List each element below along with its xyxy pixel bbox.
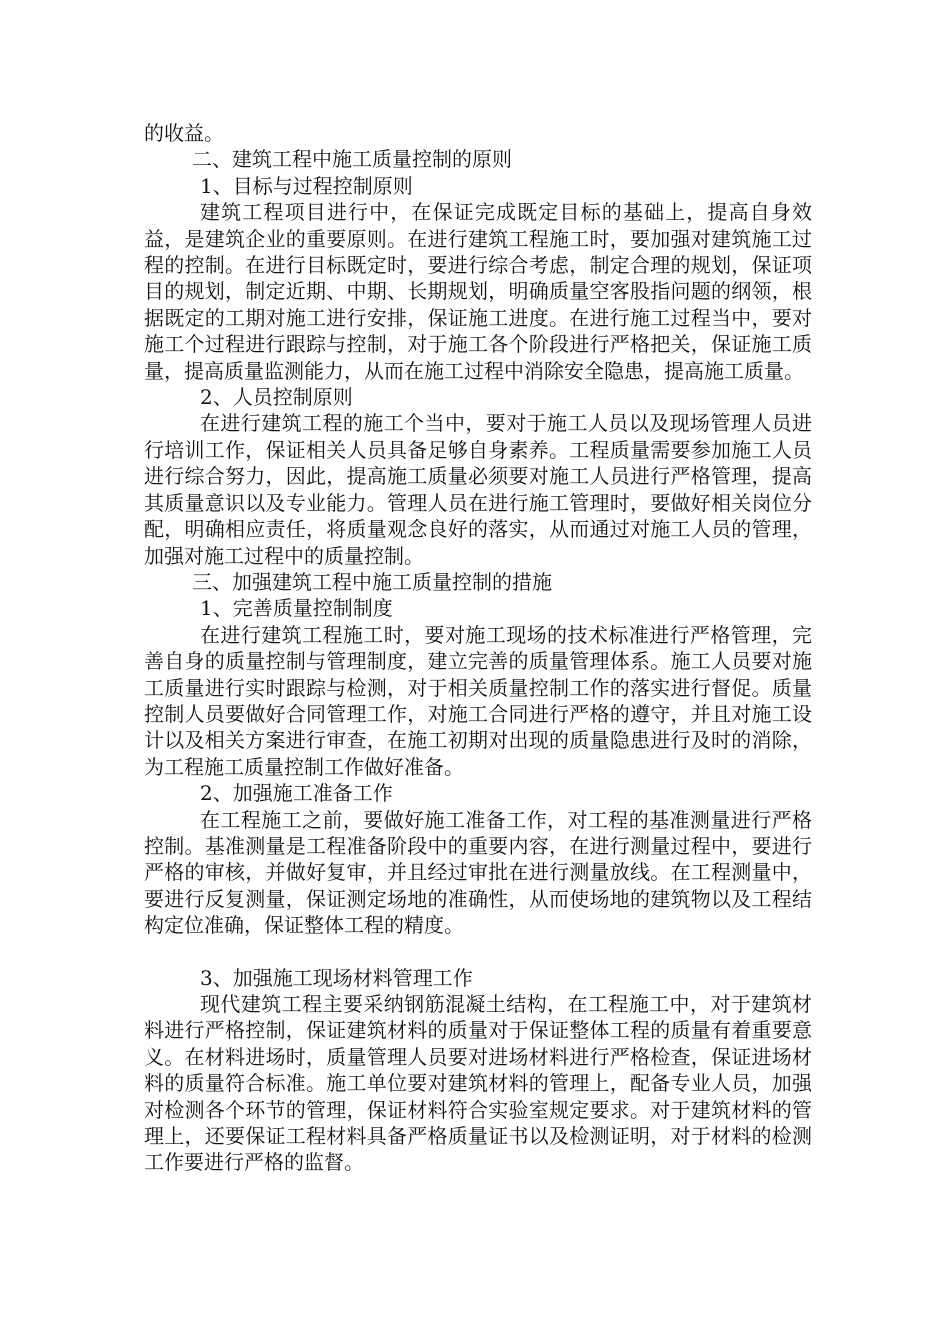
body-paragraph: 现代建筑工程主要采纳钢筋混凝土结构，在工程施工中，对于建筑材料进行严格控制，保证建筑材料的质量对于保证整体工程的质量有着重要意义。在材料进场时，质量管理人员要对进场材料进行严格检查，保证进场材料的质量符合标准。施工单位要对建筑材料的管理上，配备专业人员，加强对检测各个环节的管理，保证材料符合实验室规定要求。对于建筑材料的管理上，还要保证工程材料具备严格质量证书以及检测证明，对于材料的检测工作要进行严格的监督。 — [144, 992, 812, 1175]
subheading-preparation: 2、加强施工准备工作 — [200, 781, 393, 806]
subheading-quality-system: 1、完善质量控制制度 — [200, 596, 393, 621]
section-heading-principles: 二、建筑工程中施工质量控制的原则 — [192, 147, 512, 172]
body-paragraph: 在进行建筑工程施工时，要对施工现场的技术标准进行严格管理，完善自身的质量控制与管理制度，建立完善的质量管理体系。施工人员要对施工质量进行实时跟踪与检测，对于相关质量控制工作的落实进行督促。质量控制人员要做好合同管理工作，对施工合同进行严格的遵守，并且对施工设计以及相关方案进行审查，在施工初期对出现的质量隐患进行及时的消除，为工程施工质量控制工作做好准备。 — [144, 622, 812, 779]
body-paragraph: 建筑工程项目进行中，在保证完成既定目标的基础上，提高自身效益，是建筑企业的重要原则。在进行建筑工程施工时，要加强对建筑施工过程的控制。在进行目标既定时，要进行综合考虑，制定合理的规划，保证项目的规划，制定近期、中期、长期规划，明确质量空客股指问题的纲领，根据既定的工期对施工进行安排，保证施工进度。在进行施工过程当中，要对施工个过程进行跟踪与控制，对于施工各个阶段进行严格把关，保证施工质量，提高质量监测能力，从而在施工过程中消除安全隐患，提高施工质量。 — [144, 200, 812, 383]
subheading-target-process: 1、目标与过程控制原则 — [200, 173, 413, 198]
paragraph-continuation: 的收益。 — [144, 121, 224, 145]
subheading-materials: 3、加强施工现场材料管理工作 — [200, 965, 473, 990]
subheading-personnel: 2、人员控制原则 — [200, 385, 353, 410]
section-heading-measures: 三、加强建筑工程中施工质量控制的措施 — [192, 569, 552, 594]
body-paragraph: 在进行建筑工程的施工个当中，要对于施工人员以及现场管理人员进行培训工作，保证相关人员具备足够自身素养。工程质量需要参加施工人员进行综合努力，因此，提高施工质量必须要对施工人员进行严格管理，提高其质量意识以及专业能力。管理人员在进行施工管理时，要做好相关岗位分配，明确相应责任，将质量观念良好的落实，从而通过对施工人员的管理，加强对施工过程中的质量控制。 — [144, 411, 812, 568]
blank-line — [144, 939, 812, 965]
document-body — [144, 120, 812, 1176]
body-paragraph: 在工程施工之前，要做好施工准备工作，对工程的基准测量进行严格控制。基准测量是工程准备阶段中的重要内容，在进行测量过程中，要进行严格的审核，并做好复审，并且经过审批在进行测量放线。在工程测量中，要进行反复测量，保证测定场地的准确性，从而使场地的建筑物以及工程结构定位准确，保证整体工程的精度。 — [144, 807, 812, 938]
